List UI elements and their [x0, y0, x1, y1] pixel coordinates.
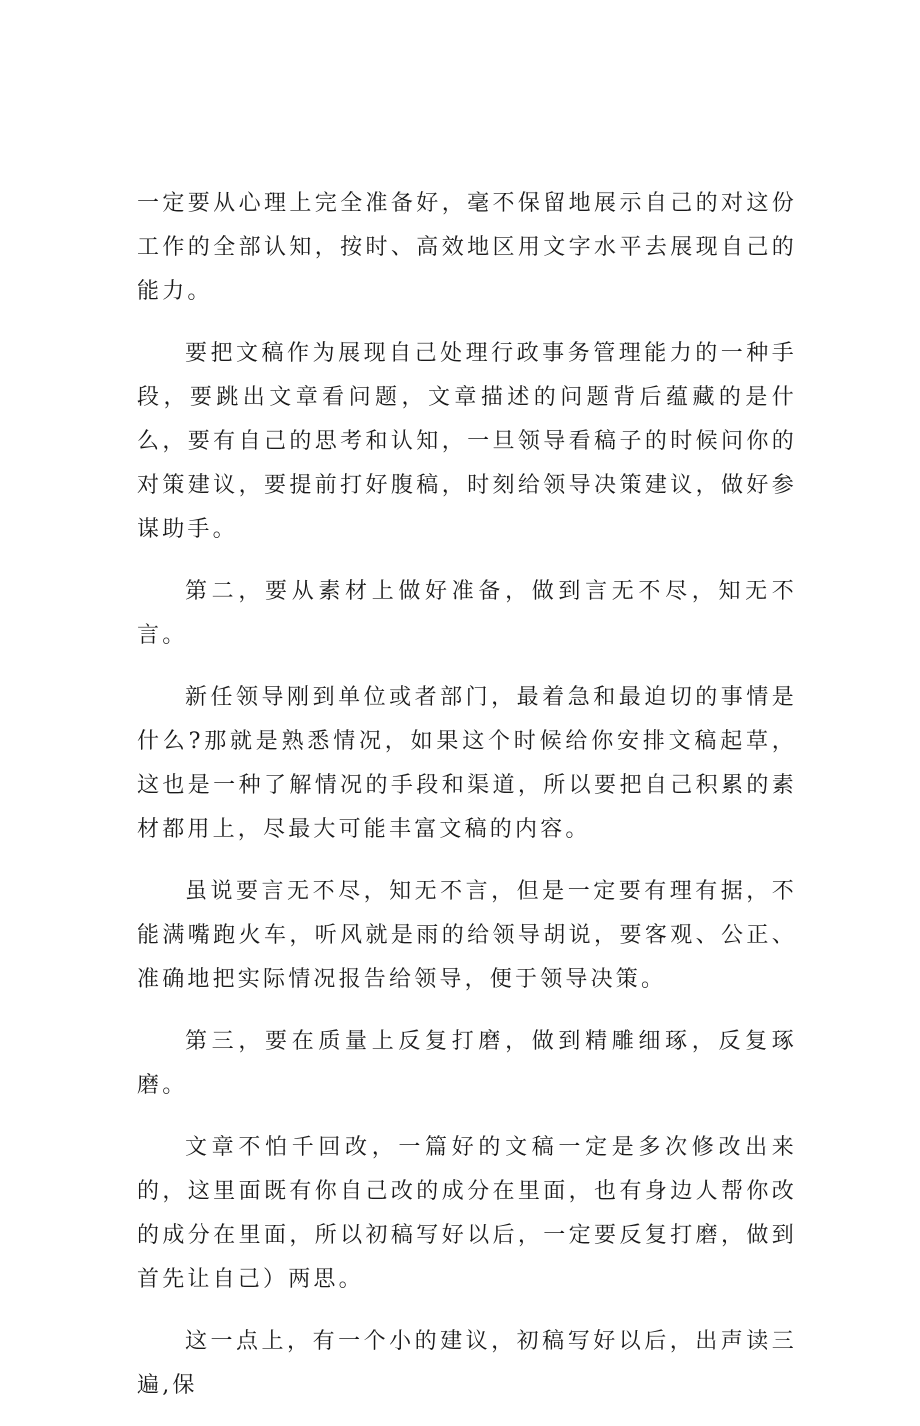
paragraph-1: 一定要从心理上完全准备好，毫不保留地展示自己的对这份工作的全部认知，按时、高效地区用文字水平去展现自己的能力。: [137, 191, 797, 304]
section-heading-3: 第三，要在质量上反复打磨，做到精雕细琢，反复琢磨。: [137, 1029, 797, 1098]
paragraph-6: 这一点上，有一个小的建议，初稿写好以后，出声读三遍,保: [137, 1329, 797, 1398]
paragraph-2: 要把文稿作为展现自己处理行政事务管理能力的一种手段，要跳出文章看问题，文章描述的问题背后蕴藏的是什么，要有自己的思考和认知，一旦领导看稿子的时候问你的对策建议，要提前打好腹稿，时刻给领导决策建议，做好参谋助手。: [137, 341, 797, 542]
paragraph-5: 文章不怕千回改，一篇好的文稿一定是多次修改出来的，这里面既有你自己改的成分在里面，也有身边人帮你改的成分在里面，所以初稿写好以后，一定要反复打磨，做到首先让自己）两思。: [137, 1135, 797, 1292]
paragraph-3: 新任领导刚到单位或者部门，最着急和最迫切的事情是什么?那就是熟悉情况，如果这个时候给你安排文稿起草，这也是一种了解情况的手段和渠道，所以要把自己积累的素材都用上，尽最大可能丰富文稿的内容。: [137, 685, 797, 842]
document-body: [137, 182, 797, 1426]
section-heading-2: 第二，要从素材上做好准备，做到言无不尽，知无不言。: [137, 579, 797, 648]
paragraph-4: 虽说要言无不尽，知无不言，但是一定要有理有据，不能满嘴跑火车，听风就是雨的给领导胡说，要客观、公正、准确地把实际情况报告给领导，便于领导决策。: [137, 879, 797, 992]
